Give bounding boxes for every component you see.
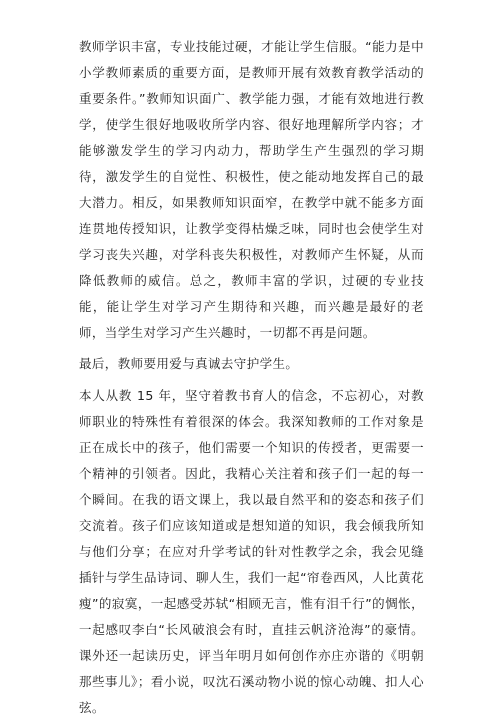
paragraph-love-and-sincerity: 最后，教师要用爱与真诚去守护学生。 [79, 356, 299, 371]
paragraph-teacher-knowledge: 教师学识丰富，专业技能过硬，才能让学生信服。“能力是中小学教师素质的重要方面，是教师开展有效教育教学活动的重要条件。”教师知识面广、教学能力强，才能有效地进行教学，使学生很好地吸收所学内容、很好地理解所学内容；才能够激发学生的学习内动力，帮助学生产生强烈的学习期待，激发学生的自觉性、积极性，使之能动地发挥自己的最大潜力。相反，如果教师知识面窄，在教学中就不能多方面连贯地传授知识，让教学变得枯燥乏味，同时也会使学生对学习丧失兴趣，对学科丧失积极性，对教师产生怀疑，从而降低教师的威信。总之，教师丰富的学识，过硬的专业技能，能让学生对学习产生期待和兴趣，而兴趣是最好的老师，当学生对学习产生兴趣时，一切都不再是问题。 [79, 39, 424, 340]
paragraph-teaching-experience: 本人从教 15 年，坚守着教书育人的信念，不忘初心，对教师职业的特殊性有着很深的体会。我深知教师的工作对象是正在成长中的孩子，他们需要一个知识的传授者，更需要一个精神的引领者。因此，我精心关注着和孩子们一起的每一个瞬间。在我的语文课上，我以最自然平和的姿态和孩子们交流着。孩子们应该知道或是想知道的知识，我会倾我所知与他们分享；在应对升学考试的针对性教学之余，我会见缝插针与学生品诗词、聊人生，我们一起“帘卷西风，人比黄花瘦”的寂寞，一起感受苏轼“相顾无言，惟有泪千行”的惆怅，一起感叹李白“长风破浪会有时，直挂云帆济沧海”的豪情。课外还一起读历史，评当年明月如何创作亦庄亦谐的《明朝那些事儿》；看小说，叹沈石溪动物小说的惊心动魄、扣人心弦。 [79, 388, 424, 715]
document-body [79, 34, 424, 726]
